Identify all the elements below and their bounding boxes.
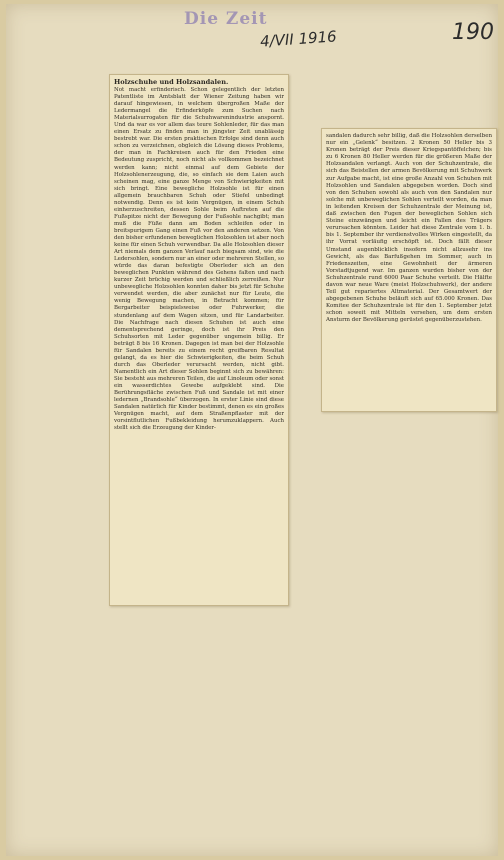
newspaper-stamp: Die Zeit: [184, 9, 268, 29]
article-title: Holzschuhe und Holzsandalen.: [114, 78, 229, 86]
handwritten-date: 4/VII 1916: [259, 27, 338, 51]
archive-sheet: [6, 4, 498, 856]
article-text-column-1: Not macht erfinderisch. Schon gelegentlich der letzten Patentliste im Amtsblatt der Wiener Zeitung haben wir darauf hingewiesen, in welchem übergroßen Maße der Ledermangel die Erfinderköpfe zum Suchen nach Materialsurrogaten für die Schuhwarenindustrie anspornt. Und da war es vor allem das teure Sohlenleder, für das man einen Ersatz zu finden man in jüngster Zeit unablässig bestrebt war. Die ersten praktischen Erfolge sind denn auch schon zu verzeichnen, obgleich die Lösung dieses Problems, der man in Fachkreisen auch für den Frieden eine Bedeutung zuspricht, noch nicht als vollkommen bezeichnet werden kann; nicht einmal auf dem Gebiete der Holzsohlenerzeugung, die, so einfach sie dem Laien auch scheinen mag, eine ganze Menge von Schwierigkeiten mit sich bringt. Eine bewegliche Holzsohle ist für einen allgemein brauchbaren Schuh oder Stiefel unbedingt notwendig. Denn es ist kein Vergnügen, in einem Schuh einherzuschreiten, dessen Sohle beim Auftreten auf die Fußspitze nicht der Bewegung der Fußsohle nachgibt; man muß die Füße dann am Boden schleifen oder in breitspurigem Gang einen Fuß vor den anderen setzen. Von den bisher erfundenen beweglichen Holzsohlen ist aber noch keine für einen Schuh verwendbar. Da alle Holzsohlen dieser Art niemals dem ganzen Verlauf nach biegsam sind, wie die Ledersohlen, sondern nur an einer oder mehreren Stellen, so würde das daran befestigte Oberleder sich an den beweglichen Punkten während des Gehens falten und nach kurzer Zeit brüchig werden und schließlich zerreißen. Nur unbewegliche Holzsohlen konnten daher bis jetzt für Schuhe verwendet werden, die aber zunächst nur für Leute, die wenig Bewegung machen, in Betracht kommen; für Bergarbeiter beispielsweise oder Fuhrwerker, die stundenlang auf dem Wagen sitzen, und für Landarbeiter. Die Nachfrage nach diesen Schuhen ist auch eine dementsprechend geringe, doch ist ihr Preis den Schuhsorten mit Leder gegenüber ungemein billig. Er beträgt 8 bis 16 Kronen. Dagegen ist man bei der Holzsohle für Sandalen bereits zu einem recht greifbaren Resultat gelangt, da es hier die Schwierigkeiten, die beim Schuh durch das Oberleder verursacht werden, nicht gibt. Namentlich ein Art dieser Sohlen beginnt sich zu bewähren: Sie besteht aus mehreren Teilen, die auf Linoleum oder sonst ein wasserdichtes Gewebe aufgeklebt sind. Die Berührungsfläche zwischen Fuß und Sandale ist mit einer ledernen „Brandsohle“ überzogen. In erster Linie sind diese Sandalen natürlich für Kinder bestimmt, denen es ein großes Vergnügen macht, auf dem Straßenpflaster mit der vorsintflutlichen Fußbekleidung herumzuklappern. Auch stellt sich die Erzeugung der Kinder-: [114, 87, 284, 432]
clipping-column-1: [109, 74, 289, 606]
clipping-column-2: [321, 128, 497, 412]
article-text-column-2: sandalen dadurch sehr billig, daß die Holzsohlen derselben nur ein „Gelenk“ besitzen. 2 Kronen 50 Heller bis 3 Kronen beträgt der Preis dieser Kriegspantöffelchen; bis zu 6 Kronen 80 Heller werden für die größeren Maße der Holzsandalen verlangt. Auch von der Schuhzentrale, die sich das Beistellen der armen Bevölkerung mit Schuhwerk zur Aufgabe macht, ist eine große Anzahl von Schuhen mit Holzsohlen und Sandalen abgegeben worden. Doch sind von den Schuhen sowohl als auch von den Sandalen nur solche mit unbeweglichen Sohlen verteilt worden, da man in leitenden Kreisen der Schuhzentrale der Meinung ist, daß zwischen den Fugen der beweglichen Sohlen sich Steine einzwängen und leicht ein Fallen des Trägers verursachen könnten. Leider hat diese Zentrale vom 1. b. bis 1. September ihr verdienstvolles Wirken eingestellt, da ihr Vorrat vorläufig erschöpft ist. Doch fällt dieser Umstand augenblicklich insofern nicht allzusehr ins Gewicht, als das Barfußgehen im Sommer, auch in Friedenszeiten, eine Gewohnheit der ärmeren Vorstadtjugend war. Im ganzen wurden bisher von der Schuhzentrale rund 6000 Paar Schuhe verteilt. Die Hälfte davon war neue Ware (meist Holzschuhwerk), der andere Teil gut repariertes Altmaterial. Der Gesamtwert der abgegebenen Schuhe beläuft sich auf 65.000 Kronen. Das Komitee der Schuhzentrale ist für den 1. September jetzt schon soweit mit Mitteln versehen, um dem ersten Ansturm der Bevölkerung gerüstet gegenüberzustehen.: [326, 133, 492, 324]
handwritten-page-number: 190: [452, 20, 494, 45]
